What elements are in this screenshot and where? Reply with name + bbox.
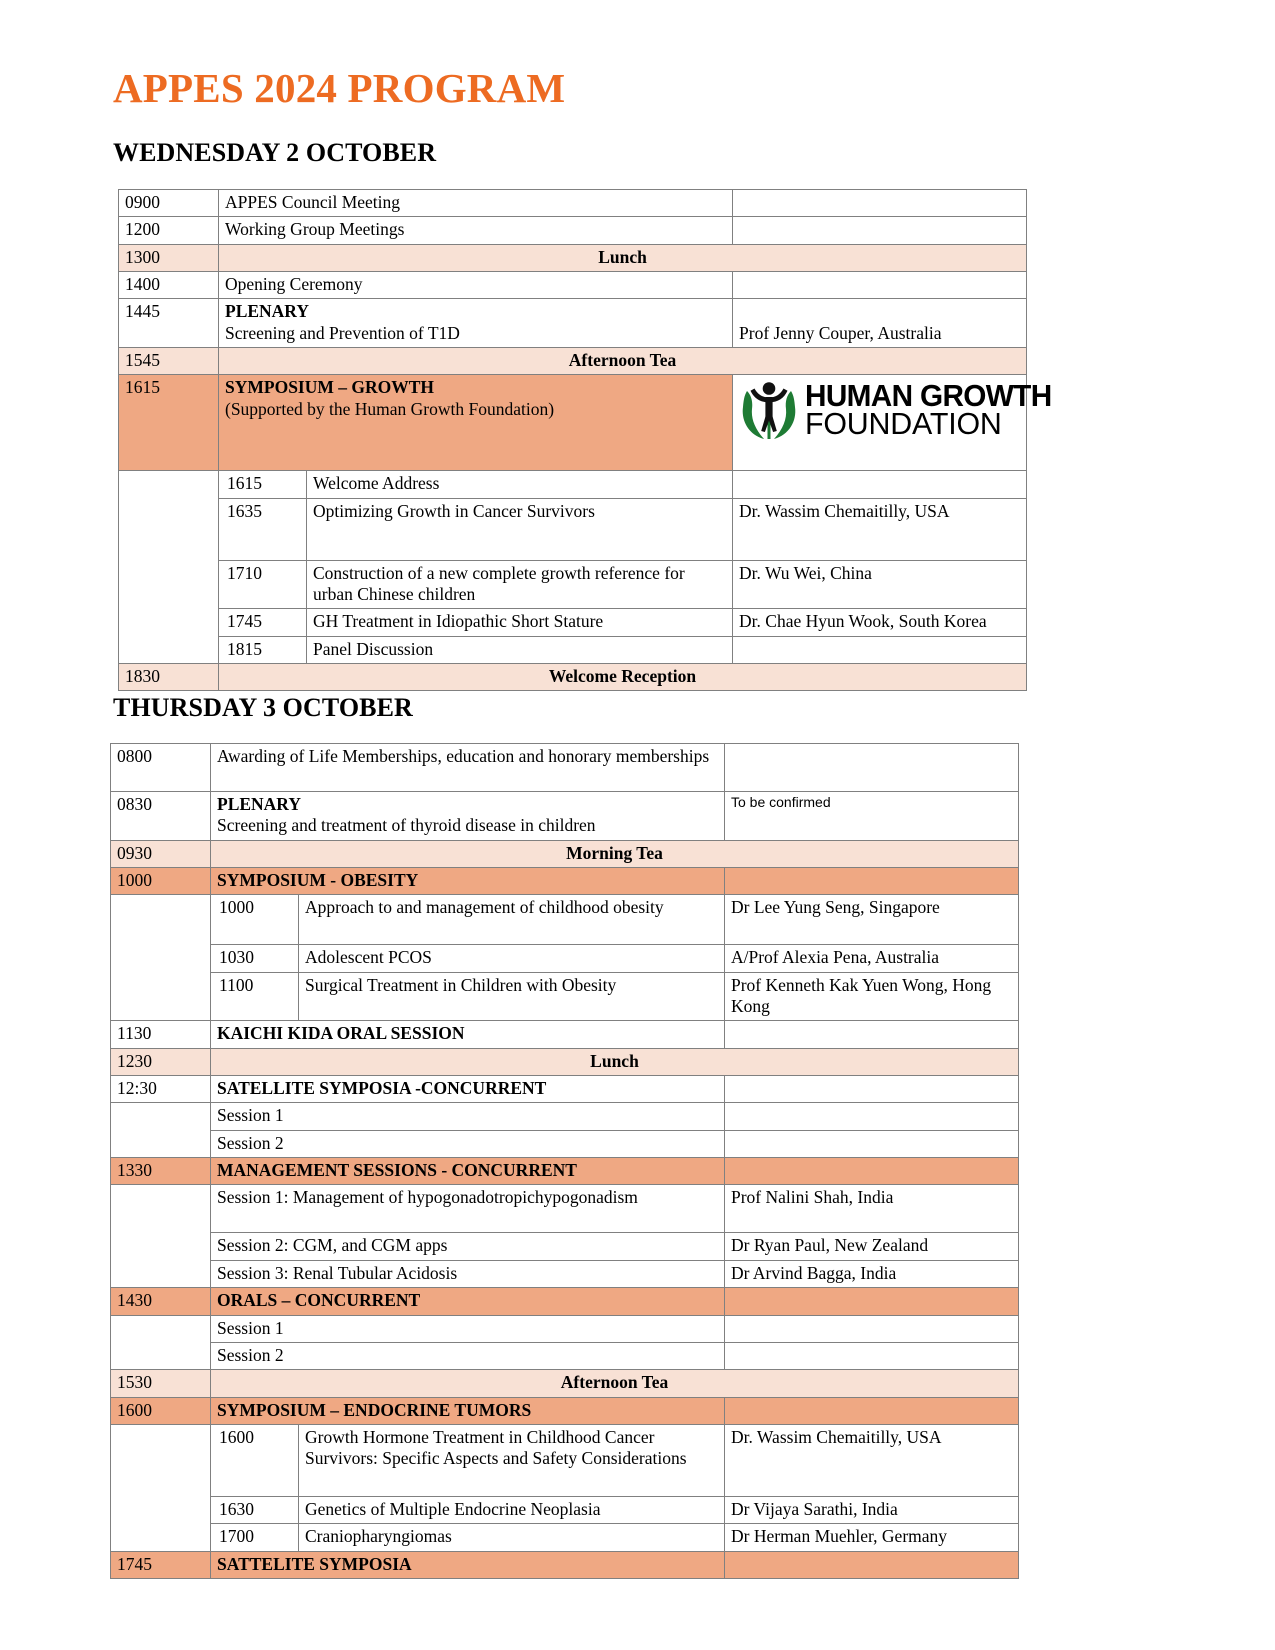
row-speaker [725, 1551, 1019, 1578]
row-title: Lunch [219, 244, 1027, 271]
hgf-wordmark [805, 377, 1062, 442]
row-title: PLENARY [225, 301, 309, 322]
row-speaker [733, 217, 1027, 244]
row-time: 1000 [111, 868, 211, 895]
row-title: ORALS – CONCURRENT [211, 1288, 725, 1315]
row-title: GH Treatment in Idiopathic Short Stature [307, 609, 733, 636]
row-title: APPES Council Meeting [219, 190, 733, 217]
row-subtitle: Screening and treatment of thyroid disease in children [217, 815, 596, 836]
row-time: 1615 [119, 375, 219, 471]
row-title: Session 2 [211, 1342, 725, 1369]
table-row-sub [119, 498, 1027, 560]
row-speaker: Dr Lee Yung Seng, Singapore [725, 895, 1019, 945]
row-title: Construction of a new complete growth reference for urban Chinese children [307, 560, 733, 609]
table-row-session [111, 1260, 1019, 1287]
row-time: 0900 [119, 190, 219, 217]
human-growth-foundation-icon [739, 379, 799, 441]
row-time: 1000 [211, 895, 299, 945]
row-subtitle: Screening and Prevention of T1D [225, 322, 460, 343]
row-speaker: Prof Jenny Couper, Australia [733, 299, 1027, 348]
row-time: 1200 [119, 217, 219, 244]
row-title-block [219, 375, 733, 471]
row-speaker [725, 1397, 1019, 1424]
table-row-sub [111, 945, 1019, 972]
row-speaker: To be confirmed [725, 792, 1019, 841]
row-speaker: Dr. Wu Wei, China [733, 560, 1027, 609]
table-row-header [111, 1076, 1019, 1103]
row-title: Optimizing Growth in Cancer Survivors [307, 498, 733, 560]
row-time: 1100 [211, 972, 299, 1021]
row-time: 1300 [119, 244, 219, 271]
row-time: 1330 [111, 1158, 211, 1185]
row-title: Afternoon Tea [219, 348, 1027, 375]
row-speaker: Dr Herman Muehler, Germany [725, 1524, 1019, 1551]
row-time-spacer [119, 471, 219, 664]
row-title: SATELLITE SYMPOSIA -CONCURRENT [211, 1076, 725, 1103]
row-time: 1745 [111, 1551, 211, 1578]
row-title: Session 1: Management of hypogonadotropichypogonadism [211, 1185, 725, 1233]
row-title: Craniopharyngiomas [299, 1524, 725, 1551]
row-time: 1700 [211, 1524, 299, 1551]
row-speaker [725, 1130, 1019, 1157]
row-speaker [733, 471, 1027, 498]
day-heading-thursday: THURSDAY 3 OCTOBER [113, 693, 413, 722]
day-heading-wednesday: WEDNESDAY 2 OCTOBER [113, 138, 437, 167]
row-speaker [725, 744, 1019, 792]
row-title: Approach to and management of childhood obesity [299, 895, 725, 945]
row-time: 1430 [111, 1288, 211, 1315]
table-row-session [111, 1315, 1019, 1342]
row-time: 1815 [219, 636, 307, 663]
row-time: 1745 [219, 609, 307, 636]
row-title: Lunch [211, 1048, 1019, 1075]
row-speaker [733, 190, 1027, 217]
row-time: 0800 [111, 744, 211, 792]
row-time: 1830 [119, 664, 219, 691]
row-speaker [725, 1103, 1019, 1130]
row-time-spacer [111, 1315, 211, 1370]
human-growth-foundation-logo-cell [733, 375, 1052, 471]
row-speaker [725, 1158, 1019, 1185]
table-row-symposium-header [111, 1397, 1019, 1424]
table-row-sub [119, 609, 1027, 636]
table-row-plenary [111, 792, 1019, 841]
row-time: 12:30 [111, 1076, 211, 1103]
row-time: 1710 [219, 560, 307, 609]
row-title: Afternoon Tea [211, 1370, 1019, 1397]
table-row-symposium-header [111, 1551, 1019, 1578]
table-row-session [111, 1342, 1019, 1369]
table-row-break [119, 664, 1027, 691]
row-title: SYMPOSIUM – GROWTH [225, 377, 435, 398]
row-time: 1545 [119, 348, 219, 375]
row-title: SATTELITE SYMPOSIA [211, 1551, 725, 1578]
table-row-session [111, 1103, 1019, 1130]
row-time: 1130 [111, 1021, 211, 1048]
row-title: Session 1 [211, 1103, 725, 1130]
row-title: Welcome Address [307, 471, 733, 498]
table-row [111, 744, 1019, 792]
table-row-sub [111, 1424, 1019, 1496]
row-title: KAICHI KIDA ORAL SESSION [211, 1021, 725, 1048]
row-title: Opening Ceremony [219, 272, 733, 299]
row-time: 1635 [219, 498, 307, 560]
row-title: Panel Discussion [307, 636, 733, 663]
row-title: Morning Tea [211, 840, 1019, 867]
page-title: APPES 2024 PROGRAM [113, 65, 566, 111]
table-row [119, 190, 1027, 217]
row-time: 1230 [111, 1048, 211, 1075]
row-title: Session 2 [211, 1130, 725, 1157]
table-row-sub [119, 471, 1027, 498]
table-row-break [119, 244, 1027, 271]
table-row-session [111, 1185, 1019, 1233]
row-title: PLENARY [217, 794, 301, 814]
row-speaker [725, 1342, 1019, 1369]
row-title: Working Group Meetings [219, 217, 733, 244]
hgf-logo [733, 375, 1052, 445]
row-speaker: Dr. Wassim Chemaitilly, USA [725, 1424, 1019, 1496]
row-speaker: Dr Ryan Paul, New Zealand [725, 1233, 1019, 1260]
row-title: Session 2: CGM, and CGM apps [211, 1233, 725, 1260]
row-time: 1400 [119, 272, 219, 299]
table-row-session [111, 1233, 1019, 1260]
hgf-line-2: FOUNDATION [805, 406, 1002, 442]
table-row-symposium-header [111, 868, 1019, 895]
table-row-session [111, 1130, 1019, 1157]
row-time: 1445 [119, 299, 219, 348]
row-time: 1630 [211, 1496, 299, 1523]
row-time-spacer [111, 895, 211, 1021]
table-row-break [119, 348, 1027, 375]
row-speaker: Dr. Chae Hyun Wook, South Korea [733, 609, 1027, 636]
row-title: Adolescent PCOS [299, 945, 725, 972]
row-title: Surgical Treatment in Children with Obesity [299, 972, 725, 1021]
row-time: 1600 [111, 1397, 211, 1424]
table-row [119, 217, 1027, 244]
table-row-sub [111, 1524, 1019, 1551]
row-speaker: Dr Arvind Bagga, India [725, 1260, 1019, 1287]
table-row-break [111, 1370, 1019, 1397]
table-row-plenary [119, 299, 1027, 348]
row-time: 1600 [211, 1424, 299, 1496]
hgf-line-1: HUMAN GROWTH [805, 377, 1052, 413]
table-row-sub [119, 560, 1027, 609]
table-row-header [111, 1021, 1019, 1048]
row-time-spacer [111, 1103, 211, 1158]
row-speaker: Prof Nalini Shah, India [725, 1185, 1019, 1233]
row-speaker: A/Prof Alexia Pena, Australia [725, 945, 1019, 972]
row-speaker [725, 1288, 1019, 1315]
table-row-symposium-header [119, 375, 1027, 471]
row-title: Awarding of Life Memberships, education and honorary memberships [211, 744, 725, 792]
row-speaker: Dr Vijaya Sarathi, India [725, 1496, 1019, 1523]
row-speaker [725, 1315, 1019, 1342]
row-title-block [219, 299, 733, 348]
row-speaker [733, 636, 1027, 663]
table-row-symposium-header [111, 1158, 1019, 1185]
table-row-sub [119, 636, 1027, 663]
row-speaker [725, 1021, 1019, 1048]
row-title: Session 3: Renal Tubular Acidosis [211, 1260, 725, 1287]
table-row [119, 272, 1027, 299]
row-time: 0830 [111, 792, 211, 841]
row-speaker: Dr. Wassim Chemaitilly, USA [733, 498, 1027, 560]
schedule-table-thursday [110, 743, 1019, 1579]
row-time: 1530 [111, 1370, 211, 1397]
row-time-spacer [111, 1424, 211, 1551]
row-speaker [733, 272, 1027, 299]
row-title: Growth Hormone Treatment in Childhood Cancer Survivors: Specific Aspects and Safety Considerations [299, 1424, 725, 1496]
row-speaker: Prof Kenneth Kak Yuen Wong, Hong Kong [725, 972, 1019, 1021]
row-title: SYMPOSIUM - OBESITY [211, 868, 725, 895]
table-row-sub [111, 895, 1019, 945]
row-time: 1030 [211, 945, 299, 972]
row-title: Welcome Reception [219, 664, 1027, 691]
schedule-table-wednesday [118, 189, 1052, 691]
table-row-sub [111, 972, 1019, 1021]
row-speaker [725, 1076, 1019, 1103]
table-row-break [111, 1048, 1019, 1075]
row-title: Session 1 [211, 1315, 725, 1342]
row-time: 1615 [219, 471, 307, 498]
row-time-spacer [111, 1185, 211, 1288]
row-title-block [211, 792, 725, 841]
table-row-break [111, 840, 1019, 867]
table-row-sub [111, 1496, 1019, 1523]
row-speaker [725, 868, 1019, 895]
row-title: SYMPOSIUM – ENDOCRINE TUMORS [211, 1397, 725, 1424]
table-row-symposium-header [111, 1288, 1019, 1315]
row-title: Genetics of Multiple Endocrine Neoplasia [299, 1496, 725, 1523]
row-time: 0930 [111, 840, 211, 867]
row-subtitle: (Supported by the Human Growth Foundation) [225, 398, 555, 419]
row-title: MANAGEMENT SESSIONS - CONCURRENT [211, 1158, 725, 1185]
